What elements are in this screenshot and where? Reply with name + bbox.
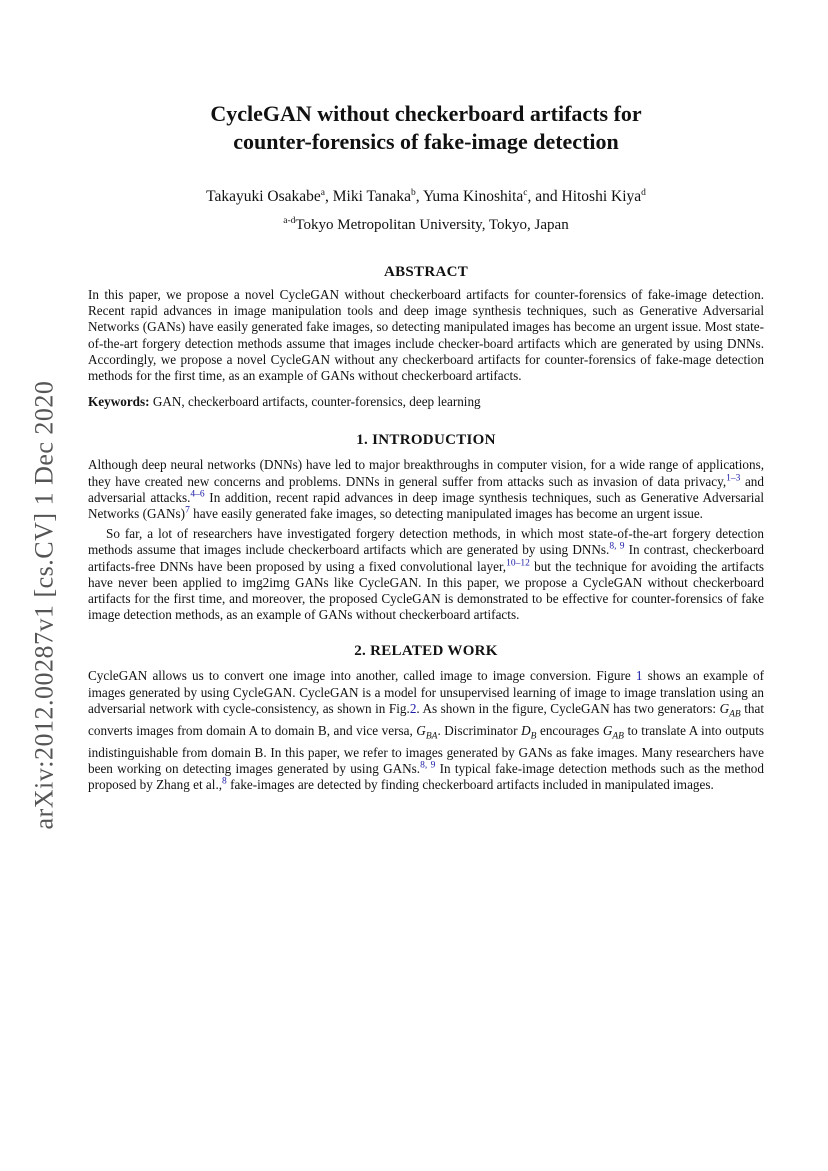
arxiv-stamp xyxy=(24,365,64,845)
title-line-1: CycleGAN without checkerboard artifacts for xyxy=(210,101,642,126)
body-text: CycleGAN allows us to convert one image into another, called image to image conversion. Figure xyxy=(88,668,636,684)
body-text: to translate A into outputs indistinguishable from domain B. In this paper, we refer to images generated by GANs as fake images. Many researchers have been working on detecting images generated by using GANs. xyxy=(88,722,765,776)
keywords xyxy=(88,394,764,410)
related-work-paragraph xyxy=(88,668,764,793)
author-affil-mark: a xyxy=(320,187,325,198)
citation-link[interactable]: 8 xyxy=(222,776,227,787)
author-separator: , xyxy=(325,188,333,205)
author-name: Takayuki Osakabe xyxy=(206,188,321,205)
math-symbol: G xyxy=(416,722,426,738)
intro-paragraph-2 xyxy=(88,526,764,623)
citation-link[interactable]: 8, 9 xyxy=(609,542,625,553)
title-line-2: counter-forensics of fake-image detection xyxy=(233,129,619,154)
body-text: have easily generated fake images, so detecting manipulated images has become an urgent issue. xyxy=(189,506,703,522)
keywords-label: Keywords: xyxy=(88,394,150,410)
paper-title xyxy=(88,100,764,156)
affiliation-mark: a-d xyxy=(283,216,296,226)
math-symbol: G xyxy=(602,722,613,738)
affiliation-text: Tokyo Metropolitan University, Tokyo, Japan xyxy=(295,217,569,233)
math-subscript: AB xyxy=(729,709,741,720)
author-name: Miki Tanaka xyxy=(332,188,412,205)
math-symbol: G xyxy=(719,700,730,716)
keywords-text: GAN, checkerboard artifacts, counter-forensics, deep learning xyxy=(149,394,481,410)
body-text: In contrast, checkerboard artifacts-free DNNs have been proposed by using a fixed convolutional layer, xyxy=(88,542,765,574)
math-subscript: AB xyxy=(612,731,624,742)
arxiv-stamp-text: arXiv:2012.00287v1 [cs.CV] 1 Dec 2020 xyxy=(29,380,58,830)
author-affil-mark: b xyxy=(411,187,416,198)
paper-page xyxy=(88,100,764,793)
citation-link[interactable]: 8, 9 xyxy=(420,760,436,771)
body-text: . Discriminator xyxy=(437,722,522,738)
body-text: and adversarial attacks. xyxy=(88,473,764,505)
abstract-heading: ABSTRACT xyxy=(383,264,469,280)
body-text: In typical fake-image detection methods such as the method proposed by Zhang et al., xyxy=(88,760,764,792)
intro-paragraph-1 xyxy=(88,457,764,522)
author-name: Yuma Kinoshita xyxy=(422,188,524,205)
math-subscript: B xyxy=(530,731,537,742)
affiliation xyxy=(88,217,764,234)
body-text: . As shown in the figure, CycleGAN has two generators: xyxy=(416,700,720,716)
figure-ref-link[interactable]: 2 xyxy=(409,700,417,716)
citation-link[interactable]: 1–3 xyxy=(726,473,741,484)
abstract-text: In this paper, we propose a novel CycleGAN without checkerboard artifacts for counter-forensics of fake-image detection. Recent rapid advances in image manipulation tools and deep image synthesis techniques, such as Generative Adversarial Networks (GANs) have easily generated fake images, so detecting manipulated images has become an urgent issue. Most state-of-the-art forgery detection methods assume that images include checker-board artifacts which are generated by using DNNs. Accordingly, we propose a novel CycleGAN without any checkerboard artifacts for counter-forensics of fake-mage detection methods for the first time, as an example of GANs without checkerboard artifacts. xyxy=(88,287,764,384)
author-affil-mark: c xyxy=(523,187,528,198)
related-work-heading: 2. RELATED WORK xyxy=(354,643,498,660)
body-text: encourages xyxy=(536,722,603,738)
author-list xyxy=(88,188,764,206)
citation-link[interactable]: 10–12 xyxy=(506,558,530,569)
author-name: Hitoshi Kiya xyxy=(561,188,642,205)
body-text: but the technique for avoiding the artifacts have never been applied to img2img GANs like CycleGAN. In this paper, we propose a CycleGAN without checkerboard artifacts for the first time, and moreover, the proposed CycleGAN is demonstrated to be effective for counter-forensics of fake image detection methods, as an example of GANs without checkerboard artifacts. xyxy=(88,558,764,623)
citation-link[interactable]: 7 xyxy=(185,505,190,516)
body-text: So far, a lot of researchers have investigated forgery detection methods, in which most state-of-the-art forgery detection methods assume that images include checkerboard artifacts which are generated by using DNNs. xyxy=(88,526,764,558)
author-separator: , xyxy=(415,188,423,205)
body-text: Although deep neural networks (DNNs) have led to major breakthroughs in computer vision, for a wide range of applications, they have created new concerns and problems. DNNs in general suffer from attacks such as invasion of data privacy, xyxy=(88,457,764,489)
body-text: fake-images are detected by finding checkerboard artifacts included in manipulated images. xyxy=(226,776,714,792)
author-affil-mark: d xyxy=(641,187,646,198)
intro-heading: 1. INTRODUCTION xyxy=(356,432,496,449)
math-subscript: BA xyxy=(425,731,438,742)
figure-ref-link[interactable]: 1 xyxy=(635,668,643,684)
citation-link[interactable]: 4–6 xyxy=(190,489,205,500)
math-symbol: D xyxy=(521,722,531,738)
body-text: that converts images from domain A to domain B, and vice versa, xyxy=(88,700,765,738)
author-separator: , and xyxy=(527,188,562,205)
body-text: shows an example of images generated by using CycleGAN. CycleGAN is a model for unsupervised learning of image to image translation using an adversarial network with cycle-consistency, as shown in Fig. xyxy=(88,668,765,716)
body-text: In addition, recent rapid advances in deep image synthesis techniques, such as Generative Adversarial Networks (GANs) xyxy=(88,489,764,522)
